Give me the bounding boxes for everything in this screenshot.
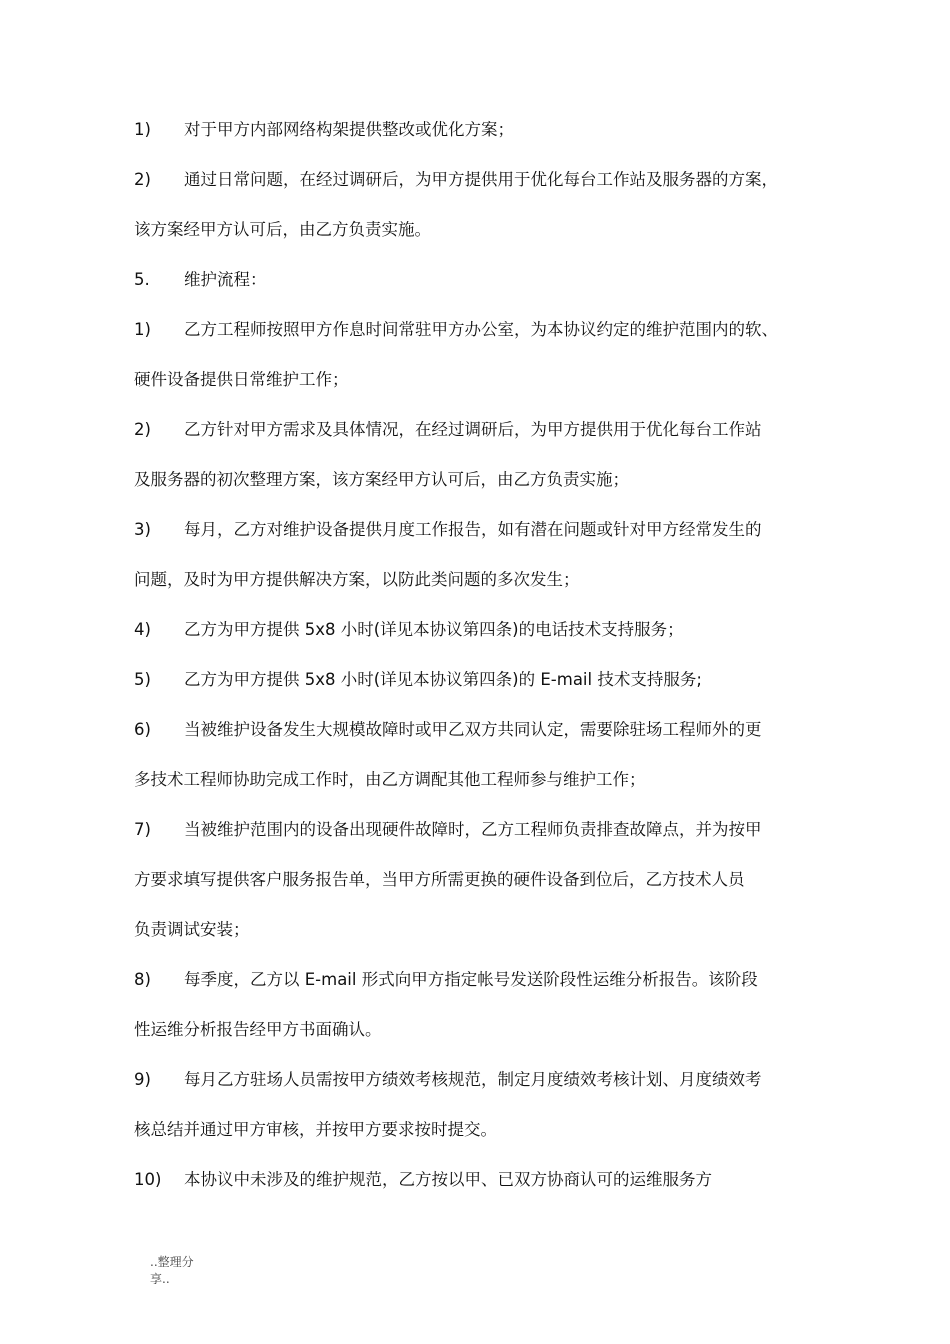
item-number: 7)	[134, 820, 151, 839]
item-text: 乙方为甲方提供 5x8 小时(详见本协议第四条)的 E-mail 技术支持服务;	[184, 670, 702, 689]
footer-line-1: ..整理分	[150, 1255, 194, 1269]
text-line	[134, 1112, 834, 1162]
item-number: 6)	[134, 720, 151, 739]
item-text: 问题，及时为甲方提供解决方案，以防此类问题的多次发生；	[134, 570, 580, 589]
text-line	[134, 412, 834, 462]
item-text: 硬件设备提供日常维护工作；	[134, 370, 349, 389]
item-number: 1)	[134, 320, 151, 339]
item-text: 本协议中未涉及的维护规范，乙方按以甲、已双方协商认可的运维服务方	[184, 1170, 712, 1189]
item-text: 每月，乙方对维护设备提供月度工作报告，如有潜在问题或针对甲方经常发生的	[184, 520, 762, 539]
text-line	[134, 512, 834, 562]
text-line	[134, 762, 834, 812]
item-text: 核总结并通过甲方审核，并按甲方要求按时提交。	[134, 1120, 497, 1139]
text-line	[134, 962, 834, 1012]
item-text: 当被维护范围内的设备出现硬件故障时，乙方工程师负责排查故障点，并为按甲	[184, 820, 762, 839]
text-line	[134, 712, 834, 762]
item-text: 及服务器的初次整理方案，该方案经甲方认可后，由乙方负责实施；	[134, 470, 629, 489]
item-text: 乙方为甲方提供 5x8 小时(详见本协议第四条)的电话技术支持服务；	[184, 620, 684, 639]
item-number: 2)	[134, 170, 151, 189]
item-number: 1)	[134, 120, 151, 139]
item-text: 性运维分析报告经甲方书面确认。	[134, 1020, 382, 1039]
footer-line-2: 享..	[150, 1272, 170, 1286]
text-line	[134, 1162, 834, 1212]
text-line	[134, 162, 834, 212]
text-line	[134, 462, 834, 512]
item-number: 8)	[134, 970, 151, 989]
text-line	[134, 362, 834, 412]
text-line	[134, 112, 834, 162]
item-text: 该方案经甲方认可后，由乙方负责实施。	[134, 220, 431, 239]
text-line	[134, 812, 834, 862]
text-line	[134, 662, 834, 712]
text-line	[134, 862, 834, 912]
text-line	[134, 562, 834, 612]
item-number: 5.	[134, 270, 150, 289]
page-footer	[150, 1254, 210, 1288]
document-body	[134, 112, 834, 1212]
item-number: 4)	[134, 620, 151, 639]
item-text: 多技术工程师协助完成工作时，由乙方调配其他工程师参与维护工作；	[134, 770, 646, 789]
item-text: 乙方针对甲方需求及具体情况，在经过调研后，为甲方提供用于优化每台工作站	[184, 420, 762, 439]
text-line	[134, 312, 834, 362]
item-number: 9)	[134, 1070, 151, 1089]
item-text: 乙方工程师按照甲方作息时间常驻甲方办公室，为本协议约定的维护范围内的软、	[184, 320, 778, 339]
item-text: 当被维护设备发生大规模故障时或甲乙双方共同认定，需要除驻场工程师外的更	[184, 720, 762, 739]
item-text: 方要求填写提供客户服务报告单，当甲方所需更换的硬件设备到位后，乙方技术人员	[134, 870, 745, 889]
text-line	[134, 262, 834, 312]
item-text: 对于甲方内部网络构架提供整改或优化方案；	[184, 120, 514, 139]
item-number: 10)	[134, 1170, 162, 1189]
text-line	[134, 212, 834, 262]
item-text: 负责调试安装；	[134, 920, 250, 939]
text-line	[134, 1062, 834, 1112]
item-text: 通过日常问题，在经过调研后，为甲方提供用于优化每台工作站及服务器的方案，	[184, 170, 778, 189]
item-text: 每季度，乙方以 E-mail 形式向甲方指定帐号发送阶段性运维分析报告。该阶段	[184, 970, 758, 989]
item-number: 5)	[134, 670, 151, 689]
item-number: 3)	[134, 520, 151, 539]
item-text: 每月乙方驻场人员需按甲方绩效考核规范，制定月度绩效考核计划、月度绩效考	[184, 1070, 762, 1089]
text-line	[134, 912, 834, 962]
item-number: 2)	[134, 420, 151, 439]
item-text: 维护流程：	[184, 270, 267, 289]
text-line	[134, 1012, 834, 1062]
text-line	[134, 612, 834, 662]
